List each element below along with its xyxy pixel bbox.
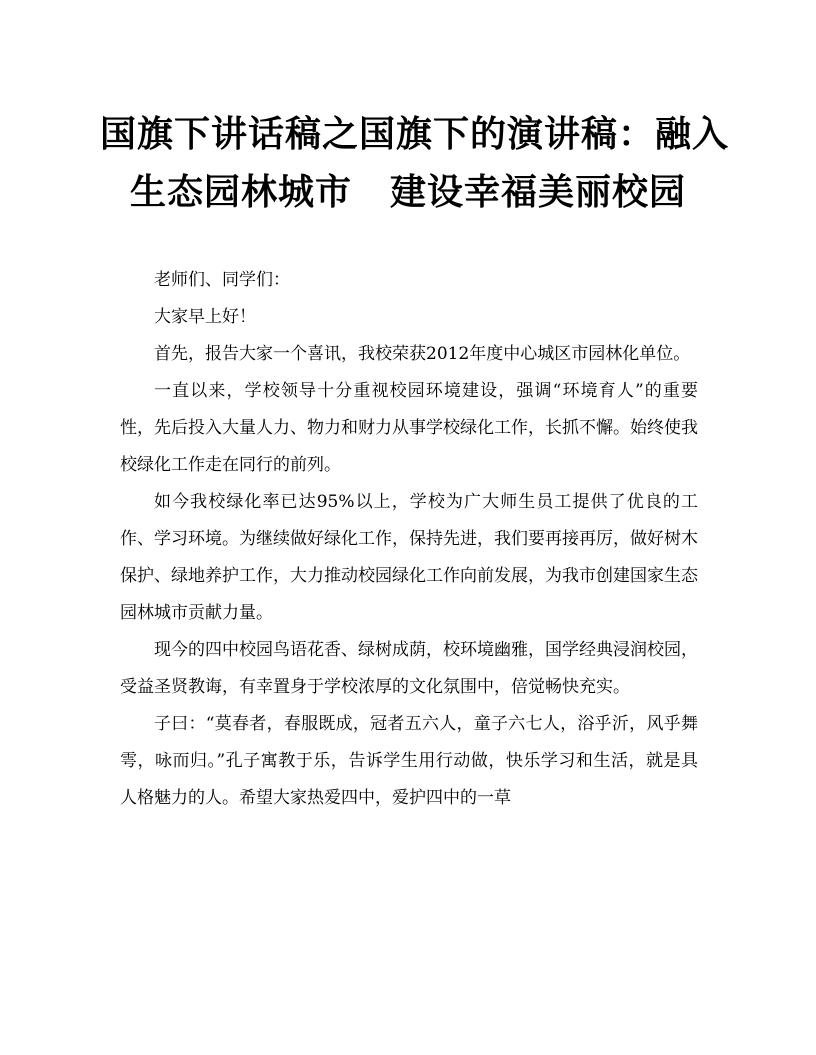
- paragraph-campus: 现今的四中校园鸟语花香、绿树成荫，校环境幽雅，国学经典浸润校园，受益圣贤教诲，有幸置身于学校浓厚的文化氛围中，倍觉畅快充实。: [120, 640, 698, 697]
- paragraph-confucius: 子曰：“莫春者，春服既成，冠者五六人，童子六七人，浴乎沂，风乎舞雩，咏而归。”孔子寓教于乐，告诉学生用行动做，快乐学习和生活，就是具人格魅力的人。希望大家热爱四中，爱护四中的一草: [120, 714, 698, 808]
- document-title-line-1: 国旗下讲话稿之国旗下的演讲稿：融入: [100, 113, 730, 155]
- title-line-2-part-1: 生态园林城市: [129, 171, 352, 213]
- paragraph-greeting: 大家早上好！: [154, 307, 256, 327]
- title-line-2-part-2: 建设幸福美丽校园: [390, 171, 687, 213]
- paragraph-history: 一直以来，学校领导十分重视校园环境建设，强调“环境育人”的重要性，先后投入大量人力、物力和财力从事学校绿化工作，长抓不懈。始终使我校绿化工作走在同行的前列。: [120, 381, 698, 475]
- paragraph-announcement: 首先，报告大家一个喜讯，我校荣获2012年度中心城区市园林化单位。: [154, 344, 691, 364]
- paragraph-greening-rate: 如今我校绿化率已达95%以上，学校为广大师生员工提供了优良的工作、学习环境。为继续做好绿化工作，保持先进，我们要再接再厉，做好树木保护、绿地养护工作，大力推动校园绿化工作向前发展，为我市创建国家生态园林城市贡献力量。: [120, 492, 698, 623]
- document-body: [120, 262, 698, 817]
- document-title-line-2: [100, 170, 716, 214]
- paragraph-salutation: 老师们、同学们：: [154, 270, 290, 290]
